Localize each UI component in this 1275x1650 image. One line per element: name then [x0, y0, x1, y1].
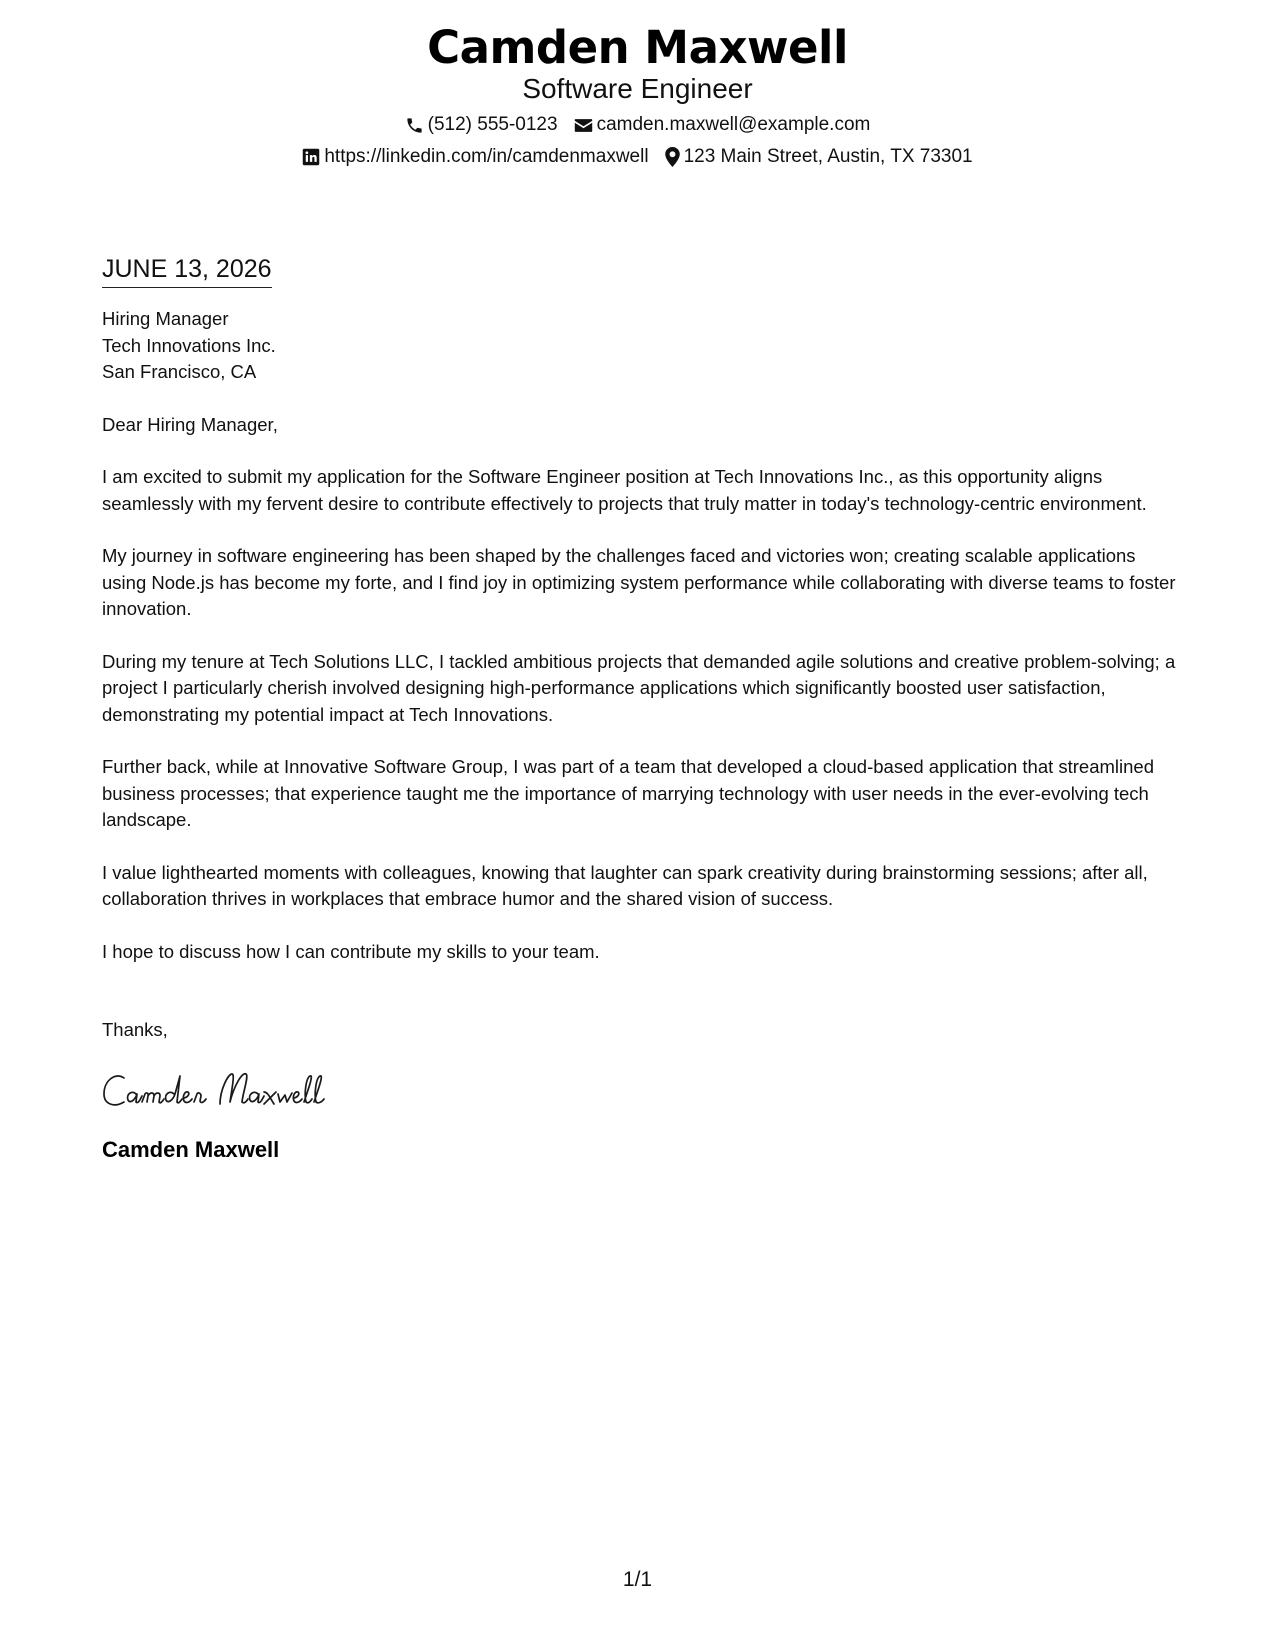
contact-row-secondary	[0, 144, 1275, 170]
map-pin-icon	[665, 147, 680, 167]
phone-icon	[405, 116, 424, 135]
recipient-line: Hiring Manager	[102, 308, 229, 329]
email-contact	[574, 112, 871, 138]
letter-body	[102, 254, 1182, 1164]
address-contact	[665, 144, 973, 170]
page-number: 1/1	[622, 1568, 653, 1591]
handwritten-signature	[102, 1064, 1182, 1118]
linkedin-url[interactable]: https://linkedin.com/in/camdenmaxwell	[324, 146, 649, 167]
body-paragraph: I hope to discuss how I can contribute my skills to your team.	[102, 940, 600, 962]
closing: Thanks,	[102, 1019, 168, 1040]
body-paragraph: I am excited to submit my application for the Software Engineer position at Tech Innovations Inc., as this opportunity aligns seamlessly with my fervent desire to contribute effectively to projects that truly matter in today's technology-centric environment.	[102, 466, 1147, 514]
body-paragraph: I value lighthearted moments with colleagues, knowing that laughter can spark creativity during brainstorming sessions; after all, collaboration thrives in workplaces that embrace humor and the shared vision of success.	[102, 861, 1148, 909]
email-address[interactable]: camden.maxwell@example.com	[596, 114, 871, 135]
contact-row-primary	[0, 112, 1275, 138]
linkedin-contact	[302, 144, 648, 170]
salutation: Dear Hiring Manager,	[102, 413, 278, 435]
signer-name: Camden Maxwell	[102, 1136, 280, 1162]
envelope-icon	[574, 117, 593, 134]
recipient-block	[102, 306, 1182, 386]
letter-header	[0, 22, 1275, 170]
recipient-line: Tech Innovations Inc.	[102, 334, 276, 356]
applicant-name: Camden Maxwell	[427, 21, 848, 74]
phone-number: (512) 555-0123	[427, 114, 558, 135]
letter-date: JUNE 13, 2026	[102, 254, 272, 288]
body-paragraph: Further back, while at Innovative Software Group, I was part of a team that developed a cloud-based application that streamlined business processes; that experience taught me the importance of marrying technology with user needs in the ever-evolving tech landscape.	[102, 756, 1155, 830]
street-address: 123 Main Street, Austin, TX 73301	[683, 146, 973, 167]
body-paragraph: During my tenure at Tech Solutions LLC, I tackled ambitious projects that demanded agile solutions and creative problem-solving; a project I particularly cherish involved designing high-performance applications which significantly boosted user satisfaction, demonstrating my potential impact at Tech Innovations.	[102, 650, 1176, 725]
recipient-line: San Francisco, CA	[102, 361, 257, 382]
job-title: Software Engineer	[522, 73, 753, 104]
linkedin-icon	[302, 148, 320, 166]
body-paragraph: My journey in software engineering has been shaped by the challenges faced and victories won; creating scalable applications using Node.js has become my forte, and I find joy in optimizing system performance while collaborating with diverse teams to foster innovation.	[102, 545, 1176, 619]
phone-contact	[405, 112, 558, 138]
